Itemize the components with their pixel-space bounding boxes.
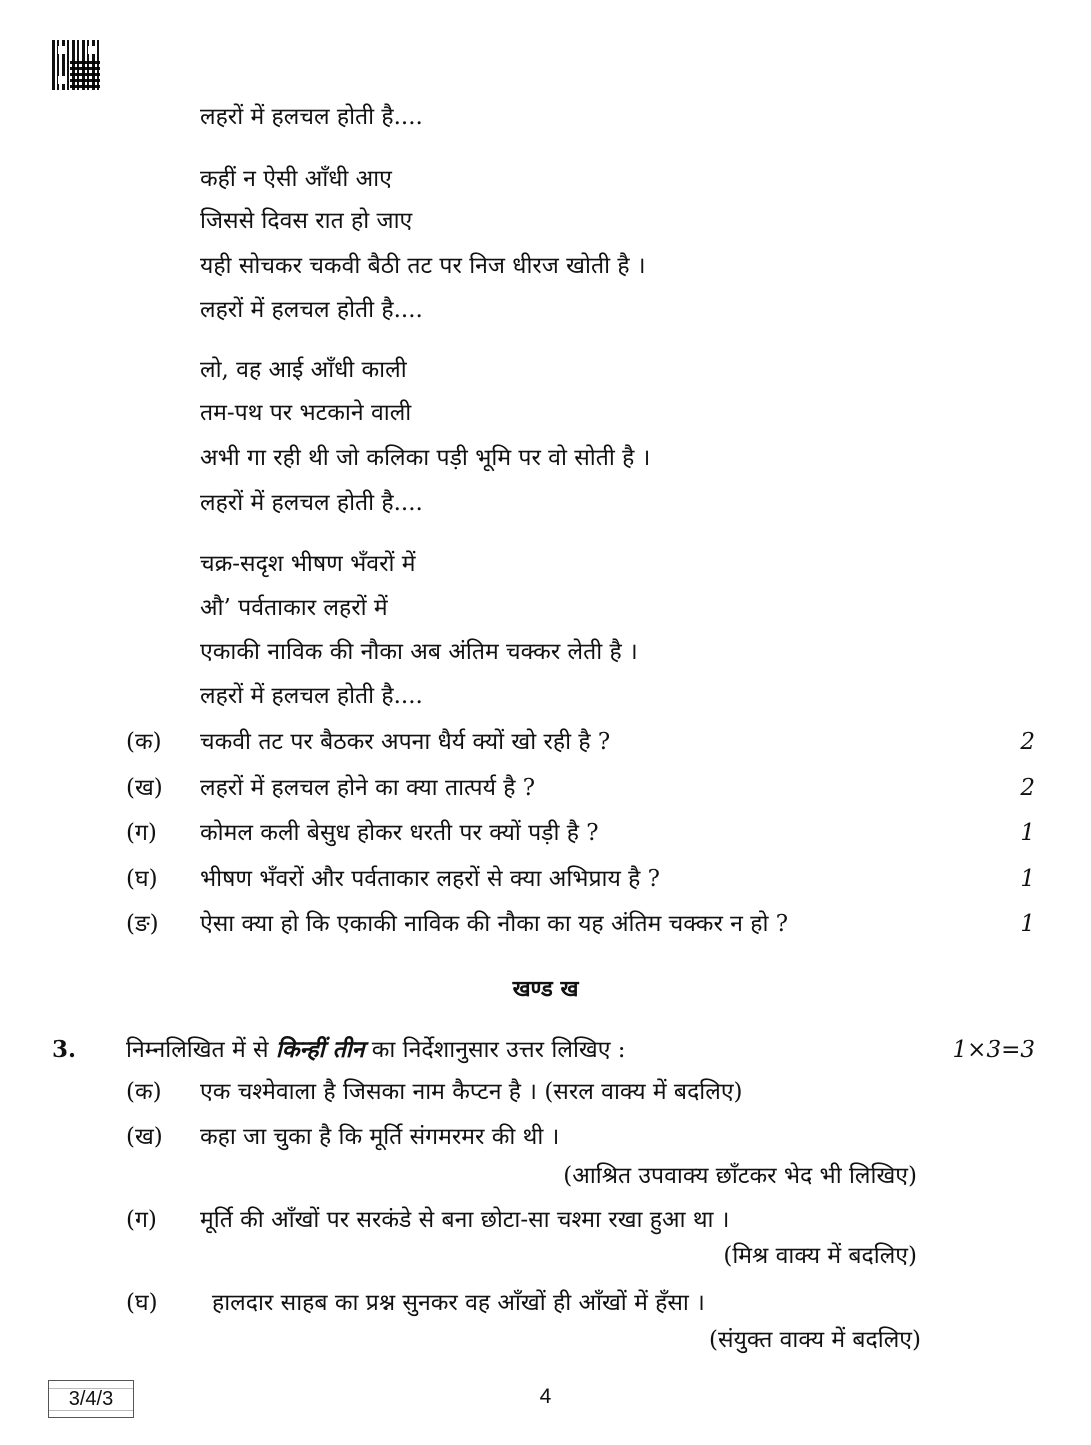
question-text-start: निम्नलिखित में से <box>126 1037 276 1063</box>
part-text: ऐसा क्या हो कि एकाकी नाविक की नौका का यह अंतिम चक्कर न हो ? <box>200 911 789 937</box>
part-text: चकवी तट पर बैठकर अपना धैर्य क्यों खो रही है ? <box>200 729 611 755</box>
poem-line: चक्र-सदृश भीषण भँवरों में <box>200 551 416 577</box>
poem-line: लो, वह आई आँधी काली <box>200 357 407 383</box>
poem-line: जिससे दिवस रात हो जाए <box>200 208 413 234</box>
part-marks: 1 <box>1020 866 1035 892</box>
poem-line: कहीं न ऐसी आँधी आए <box>200 166 392 192</box>
part-label: (घ) <box>126 1290 158 1316</box>
part-marks: 1 <box>1020 820 1035 846</box>
poem-line: अभी गा रही थी जो कलिका पड़ी भूमि पर वो सोती है । <box>200 445 651 471</box>
section-heading: खण्ड ख <box>512 976 579 1002</box>
question-part <box>0 862 1091 896</box>
part-marks: 2 <box>1020 775 1035 801</box>
poem-line: एकाकी नाविक की नौका अब अंतिम चक्कर लेती है । <box>200 639 638 665</box>
question-number: 3. <box>52 1036 77 1063</box>
poem-line: लहरों में हलचल होती है.... <box>200 104 423 130</box>
part-text: कहा जा चुका है कि मूर्ति संगमरमर की थी । <box>200 1124 560 1150</box>
part-label: (घ) <box>126 866 158 892</box>
part-text: लहरों में हलचल होने का क्या तात्पर्य है ? <box>200 775 536 801</box>
poem-line: लहरों में हलचल होती है.... <box>200 490 423 516</box>
part-label: (ङ) <box>126 911 159 937</box>
question-part <box>0 816 1091 850</box>
part-text: मूर्ति की आँखों पर सरकंडे से बना छोटा-सा चश्मा रखा हुआ था । <box>200 1207 730 1233</box>
part-label: (क) <box>126 729 162 755</box>
part-text: हालदार साहब का प्रश्न सुनकर वह आँखों ही आँखों में हँसा । <box>212 1290 705 1316</box>
question-part <box>0 725 1091 759</box>
part-text: एक चश्मेवाला है जिसका नाम कैप्टन है । (सरल वाक्य में बदलिए) <box>200 1079 743 1105</box>
question-part <box>0 907 1091 941</box>
part-label: (ख) <box>126 775 163 801</box>
poem-line: लहरों में हलचल होती है.... <box>200 297 423 323</box>
question-text-end: का निर्देशानुसार उत्तर लिखिए : <box>364 1037 626 1063</box>
question-emphasis: किन्हीं तीन <box>275 1036 365 1063</box>
part-instruction: (संयुक्त वाक्य में बदलिए) <box>709 1327 921 1353</box>
page-number: 4 <box>539 1385 552 1408</box>
poem-line: तम-पथ पर भटकाने वाली <box>200 400 412 426</box>
part-label: (ग) <box>126 1207 157 1233</box>
part-label: (क) <box>126 1079 162 1105</box>
part-label: (ख) <box>126 1124 163 1150</box>
part-marks: 1 <box>1020 911 1035 937</box>
poem-line: औ’ पर्वताकार लहरों में <box>200 595 388 621</box>
qr-code <box>52 40 102 90</box>
part-instruction: (मिश्र वाक्य में बदलिए) <box>723 1243 917 1269</box>
paper-code: 3/4/3 <box>68 1388 114 1410</box>
poem-line: यही सोचकर चकवी बैठी तट पर निज धीरज खोती है । <box>200 253 646 279</box>
part-label: (ग) <box>126 820 157 846</box>
part-text: कोमल कली बेसुध होकर धरती पर क्यों पड़ी है ? <box>200 820 599 846</box>
fine-print <box>49 1410 133 1416</box>
question-part <box>0 771 1091 805</box>
part-instruction: (आश्रित उपवाक्य छाँटकर भेद भी लिखिए) <box>563 1163 917 1189</box>
question-text <box>126 1033 626 1067</box>
poem-line: लहरों में हलचल होती है.... <box>200 683 423 709</box>
part-marks: 2 <box>1020 729 1035 755</box>
question-marks: 1×3=3 <box>952 1037 1035 1063</box>
part-text: भीषण भँवरों और पर्वताकार लहरों से क्या अभिप्राय है ? <box>200 866 660 892</box>
